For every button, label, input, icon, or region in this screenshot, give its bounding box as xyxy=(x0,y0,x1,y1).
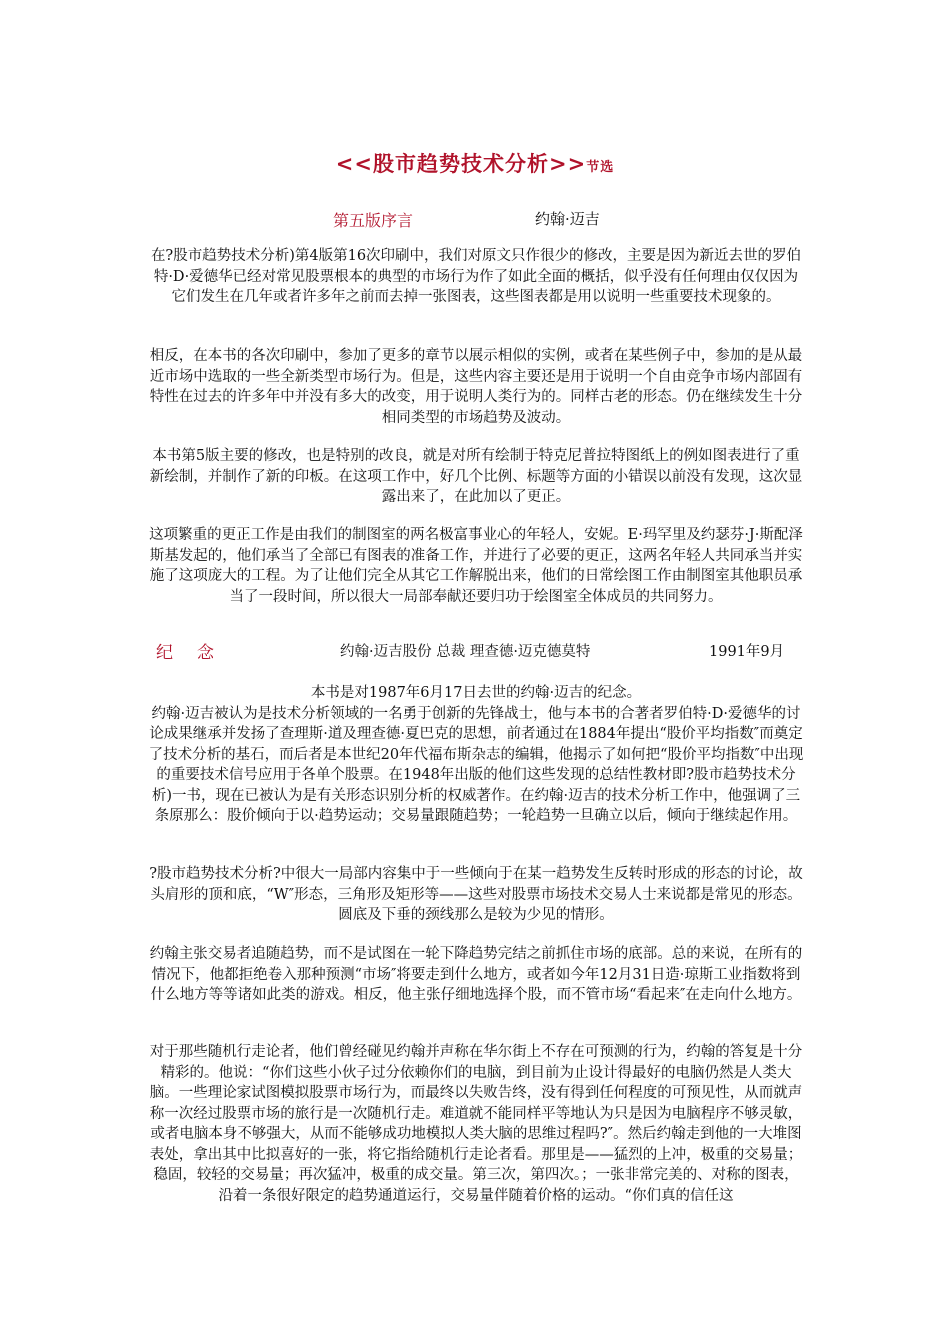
paragraph-5 xyxy=(147,683,805,827)
preface-heading: 第五版序言 xyxy=(333,211,414,230)
document-title xyxy=(0,148,950,178)
paragraph-4: 这项繁重的更正工作是由我们的制图室的两名极富事业心的年轻人，安妮。E·玛罕里及约瑟芬·J·斯配泽斯基发起的，他们承当了全部已有图表的准备工作，并进行了必要的更正，这两名年轻人共同承当并实施了这项庞大的工程。为了让他们完全从其它工作解脱出来，他们的日常绘图工作由制图室其他职员承当了一段时间，所以很大一局部奉献还要归功于绘图室全体成员的共同努力。 xyxy=(149,527,803,605)
paragraph-8: 对于那些随机行走论者，他们曾经碰见约翰并声称在华尔街上不存在可预测的行为，约翰的答复是十分精彩的。他说：“你们这些小伙子过分依赖你们的电脑，到目前为止设计得最好的电脑仍然是人类大脑。一些理论家试图模拟股票市场行为，而最终以失败告终，没有得到任何程度的可预见性，从而就声称一次经过股票市场的旅行是一次随机行走。难道就不能同样平等地认为只是因为电脑程序不够灵敏，或者电脑本身不够强大，从而不能够成功地模拟人类大脑的思维过程吗?″。然后约翰走到他的一大堆图表处，拿出其中比拟喜好的一张，将它指给随机行走论者看。那里是——猛烈的上冲，极重的交易量；稳固，较轻的交易量；再次猛冲，极重的成交量。第三次，第四次。；一张非常完美的、对称的图表，沿着一条很好限定的趋势通道运行，交易量伴随着价格的运动。“你们真的信任这 xyxy=(149,1044,803,1204)
paragraph-6: ?股市趋势技术分析?中很大一局部内容集中于一些倾向于在某一趋势发生反转时形成的形态的讨论，故头肩形的顶和底，“W″形态，三角形及矩形等——这些对股票市场技术交易人士来说都是常见的形态。圆底及下垂的颈线那么是较为少见的情形。 xyxy=(149,866,803,923)
paragraph-7: 约翰主张交易者追随趋势，而不是试图在一轮下降趋势完结之前抓住市场的底部。总的来说，在所有的情况下，他都拒绝卷入那种预测“市场″将要走到什么地方，或者如今年12月31日造·琼斯工业指数将到什么地方等等诸如此类的游戏。相反，他主张仔细地选择个股，而不管市场“看起来″在走向什么地方。 xyxy=(149,946,803,1003)
paragraph-5-lead: 本书是对1987年6月17日去世的约翰·迈吉的纪念。 xyxy=(310,685,642,701)
paragraph-1: 在?股市趋势技术分析)第4版第16次印刷中，我们对原文只作很少的修改，主要是因为新近去世的罗伯特·D·爱德华已经对常见股票根本的典型的市场行为作了如此全面的概括，似乎没有任何理由仅仅因为它们发生在几年或者许多年之前而去掉一张图表，这些图表都是用以说明一些重要技术现象的。 xyxy=(150,248,802,305)
paragraph-5-body: 约翰·迈吉被认为是技术分析领域的一名勇于创新的先锋战士，他与本书的合著者罗伯特·D·爱德华的讨论成果继承并发扬了查理斯·道及理查德·夏巴克的思想，前者通过在1884年提出“股价平均指数″而奠定了技术分析的基石，而后者是本世纪20年代福布斯杂志的编辑，他揭示了如何把“股价平均指数″中出现的重要技术信号应用于各单个股票。在1948年出版的他们这些发现的总结性教材即?股市趋势技术分析)一书，现在已被认为是有关形态识别分析的权威著作。在约翰·迈吉的技术分析工作中，他强调了三条原那么：股价倾向于以·趋势运动；交易量跟随趋势；一轮趋势一旦确立以后，倾向于继续起作用。 xyxy=(148,705,804,824)
memorial-label: 纪念 xyxy=(156,643,238,663)
title-sub: 节选 xyxy=(586,160,615,175)
memorial-signature: 约翰·迈吉股份 总裁 理查德·迈克德莫特 xyxy=(340,644,591,660)
preface-author: 约翰·迈吉 xyxy=(535,210,600,228)
paragraph-2: 相反，在本书的各次印刷中，参加了更多的章节以展示相似的实例，或者在某些例子中，参加的是从最近市场中选取的一些全新类型市场行为。但是，这些内容主要还是用于说明一个自由竞争市场内部固有特性在过去的许多年中并没有多大的改变，用于说明人类行为的。同样古老的形态。仍在继续发生十分相同类型的市场趋势及波动。 xyxy=(149,348,803,426)
title-main: <<股市趋势技术分析>> xyxy=(335,151,587,176)
paragraph-3: 本书第5版主要的修改，也是特别的改良，就是对所有绘制于特克尼普拉特图纸上的例如图表进行了重新绘制，并制作了新的印板。在这项工作中，好几个比例、标题等方面的小错误以前没有发现，这次显露出来了，在此加以了更正。 xyxy=(149,448,803,505)
memorial-date: 1991年9月 xyxy=(709,644,785,660)
memorial-line xyxy=(0,640,950,662)
